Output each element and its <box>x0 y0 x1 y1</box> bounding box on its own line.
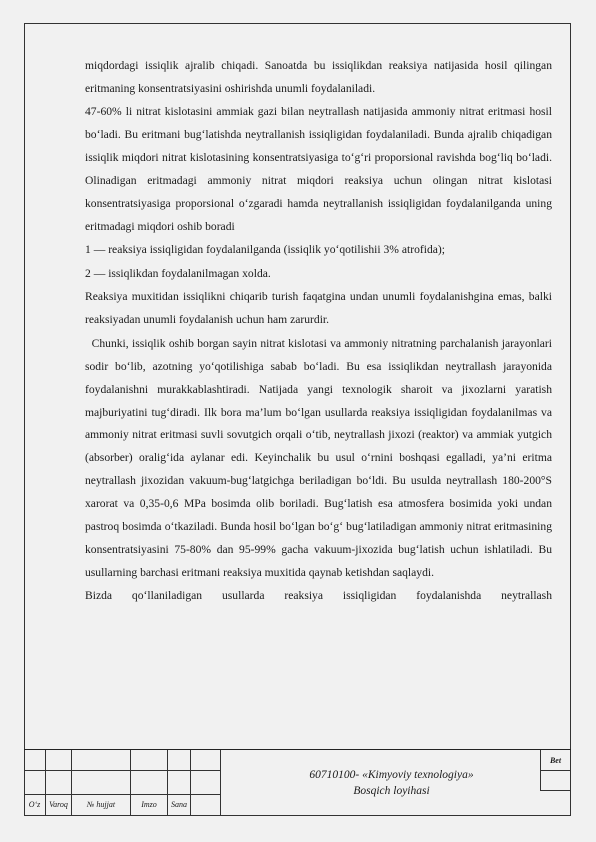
stamp-col-label: O‘z <box>28 800 41 809</box>
list-item: 2 — issiqlikdan foydalanilmagan xolda. <box>85 266 271 280</box>
stamp-col-label: Imzo <box>141 800 157 809</box>
stamp-col-label: Varoq <box>49 800 68 809</box>
title-block <box>24 749 571 816</box>
page-label: Bet <box>549 756 562 765</box>
doc-code: 60710100- «Kimyoviy texnologiya» <box>309 769 474 781</box>
paragraph: Bizda qo‘llaniladigan usullarda reaksiya issiqligidan foydalanishda neytrallash <box>85 589 552 603</box>
list-item: 1 — reaksiya issiqligidan foydalanilganda (issiqlik yo‘qotilishii 3% atrofida); <box>85 243 445 257</box>
paragraph: 47-60% li nitrat kislotasini ammiak gazi bilan neytrallash natijasida ammoniy nitrat eritmasi hosil bo‘ladi. Bu eritmani bug‘latishda neytrallanish issiqligidan foydalaniladi. Bunda ajralib chiqadigan issiqlik miqdori nitrat kislotasining konsentratsiyasiga to‘g‘ri proporsional ravishda bog‘liq bo‘ladi. Olinadigan eritmadagi ammoniy nitrat miqdori reaksiya uchun olingan nitrat kislotasi konsentratsiyasiga proporsional o‘zgaradi hamda neytrallanish issiqligidan foydalanilganda uning eritmadagi miqdori oshib boradi <box>85 105 552 233</box>
paragraph: Reaksiya muxitidan issiqlikni chiqarib turish faqatgina undan unumli foydalanishgina emas, balki reaksiyadan unumli foydalanish uchun ham zarurdir. <box>85 290 552 327</box>
stamp-col-label: № hujjat <box>86 800 116 809</box>
paragraph: miqdordagi issiqlik ajralib chiqadi. Sanoatda bu issiqlikdan reaksiya natijasida hosil qilingan eritmaning konsentratsiyasini oshirishda unumli foydalaniladi. <box>85 59 552 95</box>
document-body <box>85 55 558 609</box>
paragraph: Chunki, issiqlik oshib borgan sayin nitrat kislotasi va ammoniy nitratning parchalanish jarayonlari sodir bo‘lib, azotning yo‘qotilishiga sabab bo‘ladi. Bu esa issiqlikdan neytrallash jarayonida foydalanishni murakkablashtiradi. Natijada yangi texnologik sharoit va jixozlarni yaratish majburiyatini tug‘diradi. Ilk bora ma’lum bo‘lgan usullarda reaksiya issiqligidan foydalanilmas va ammoniy nitrat eritmasi suvli sovutgich orqali o‘tib, neytrallash jixozi (reaktor) va ammiak yutgich (absorber) oralig‘ida aylanar edi. Keyinchalik bu usul o‘rnini boshqasi egalladi, ya’ni eritma neytrallash jixozidan vakuum-bug‘latgichga beriladigan bo‘ldi. Bu usulda neytrallash 180-200°S xarorat va 0,35-0,6 MPa bosimda olib boriladi. Bug‘latish esa atmosfera bosimida yoki undan pastroq bosimda o‘tkaziladi. Bunda hosil bo‘lgan bo‘g‘ bug‘latiladigan ammoniy nitrat eritmasining konsentratsiyasini 75-80% dan 95-99% gacha vakuum-jixozida bug‘latish uchun ishlatiladi. Bu usullarning barchasi eritmani reaksiya muxitida qaynab ketishdan saqlaydi. <box>85 336 558 579</box>
doc-subtitle: Bosqich loyihasi <box>353 785 430 797</box>
stamp-title <box>221 750 562 816</box>
stamp-col-label: Sana <box>171 800 187 809</box>
